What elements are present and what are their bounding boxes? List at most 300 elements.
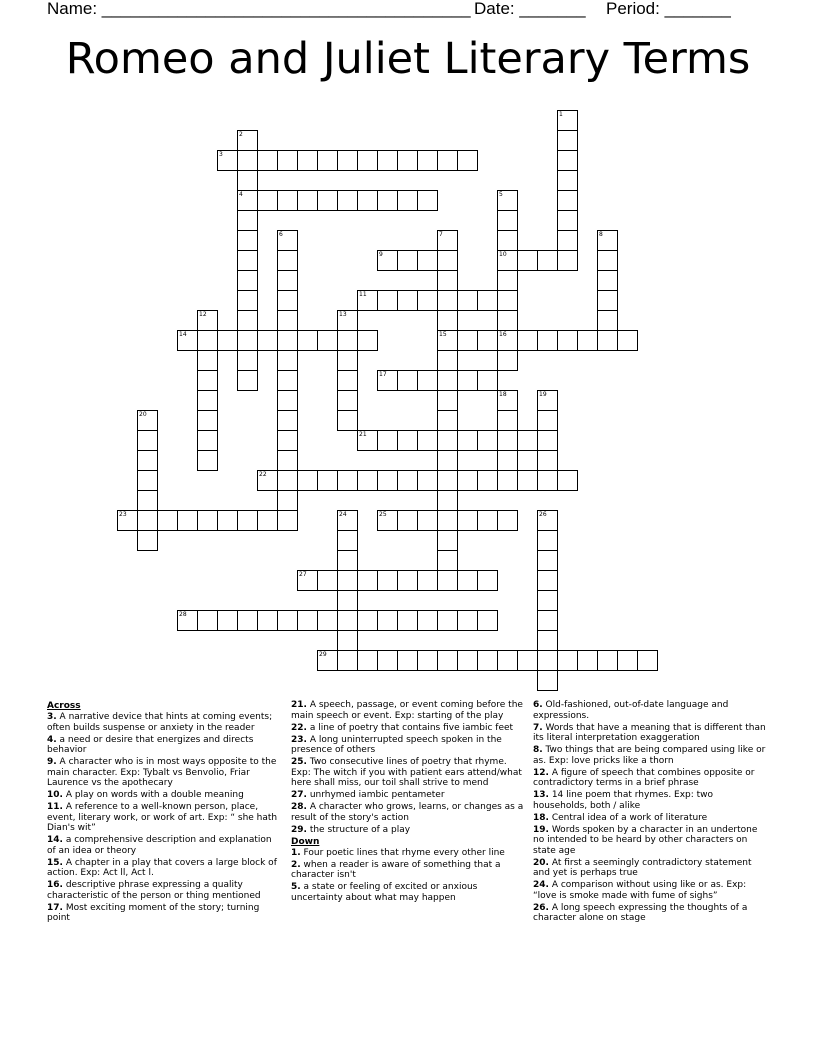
down-clue [533,790,769,811]
grid-cell[interactable] [457,150,478,171]
grid-cell[interactable] [497,270,518,291]
grid-cell[interactable] [437,310,458,331]
grid-cell[interactable] [377,290,398,311]
clue-number-label: 7 [439,231,443,238]
clue-text: A speech, passage, or event coming before the main speech or event. Exp: starting of the play [291,700,523,721]
clue-number-label: 3 [219,151,223,158]
clue-number: 8. [533,745,543,755]
grid-cell[interactable] [637,650,658,671]
page-title: Romeo and Juliet Literary Terms [65,34,751,84]
grid-cell[interactable] [177,510,198,531]
grid-cell[interactable] [457,510,478,531]
grid-cell[interactable] [417,190,438,211]
grid-cell[interactable] [237,210,258,231]
grid-cell[interactable] [437,510,458,531]
grid-cell[interactable] [377,190,398,211]
grid-cell[interactable] [437,570,458,591]
grid-cell[interactable] [377,650,398,671]
grid-cell[interactable] [137,470,158,491]
grid-cell[interactable] [197,610,218,631]
grid-cell[interactable] [237,310,258,331]
grid-cell[interactable] [337,150,358,171]
grid-cell[interactable] [337,570,358,591]
grid-cell[interactable] [557,650,578,671]
clue-number: 25. [291,757,307,767]
grid-cell[interactable] [317,330,338,351]
grid-cell[interactable] [517,430,538,451]
grid-cell[interactable] [537,670,558,691]
across-clue [47,735,283,756]
grid-cell[interactable] [537,410,558,431]
grid-cell[interactable] [377,570,398,591]
down-clue [533,825,769,857]
grid-cell[interactable] [337,390,358,411]
clue-number-label: 13 [339,311,347,318]
grid-cell[interactable] [397,370,418,391]
grid-cell[interactable] [457,650,478,671]
grid-cell[interactable] [457,430,478,451]
grid-cell[interactable] [237,350,258,371]
grid-cell[interactable] [557,330,578,351]
across-clue [47,757,283,789]
clue-number: 6. [533,700,543,710]
clue-number-label: 24 [339,511,347,518]
grid-cell[interactable] [137,530,158,551]
grid-cell[interactable] [317,190,338,211]
grid-cell[interactable] [597,310,618,331]
grid-cell[interactable] [277,250,298,271]
grid-cell[interactable] [197,370,218,391]
grid-cell[interactable] [557,170,578,191]
across-clue [47,790,283,801]
grid-cell[interactable] [557,230,578,251]
grid-cell[interactable] [197,390,218,411]
grid-cell[interactable] [337,370,358,391]
clue-number-label: 26 [539,511,547,518]
clue-number: 10. [47,790,63,800]
grid-cell[interactable] [537,610,558,631]
grid-cell[interactable] [357,650,378,671]
name-field[interactable]: Name: _______________________________________ [47,0,471,18]
clue-text: Central idea of a work of literature [548,812,708,823]
grid-cell[interactable] [377,610,398,631]
grid-cell[interactable] [417,150,438,171]
clue-number: 18. [533,812,549,823]
grid-cell[interactable] [557,130,578,151]
grid-cell[interactable] [537,530,558,551]
across-clue [47,802,283,834]
grid-cell[interactable] [277,270,298,291]
clue-number: 28. [291,802,307,812]
grid-cell[interactable] [297,610,318,631]
grid-cell[interactable] [437,610,458,631]
grid-cell[interactable] [237,330,258,351]
clue-text: A play on words with a double meaning [62,790,244,800]
grid-cell[interactable] [337,330,358,351]
grid-cell[interactable] [457,470,478,491]
grid-cell[interactable] [397,610,418,631]
grid-cell[interactable] [537,650,558,671]
grid-cell[interactable] [557,210,578,231]
grid-cell[interactable] [557,150,578,171]
grid-cell[interactable] [397,570,418,591]
clue-text: Two things that are being compared using like or as. Exp: love pricks like a thorn [533,745,766,766]
grid-cell[interactable] [457,570,478,591]
grid-cell[interactable] [497,230,518,251]
grid-cell[interactable] [137,510,158,531]
grid-cell[interactable] [417,510,438,531]
grid-cell[interactable] [437,530,458,551]
grid-cell[interactable] [217,330,238,351]
grid-cell[interactable] [377,150,398,171]
clue-number-label: 5 [499,191,503,198]
grid-cell[interactable] [437,350,458,371]
grid-cell[interactable] [417,430,438,451]
clue-number: 5. [291,882,301,892]
grid-cell[interactable] [537,430,558,451]
grid-cell[interactable] [237,290,258,311]
grid-cell[interactable] [197,510,218,531]
grid-cell[interactable] [537,590,558,611]
across-clue [47,858,283,879]
date-field[interactable]: Date: _______ [474,0,586,18]
grid-cell[interactable] [477,370,498,391]
clue-number-label: 19 [539,391,547,398]
grid-cell[interactable] [517,650,538,671]
grid-cell[interactable] [517,250,538,271]
clue-text: the structure of a play [306,824,411,835]
grid-cell[interactable] [337,550,358,571]
grid-cell[interactable] [277,490,298,511]
grid-cell[interactable] [437,650,458,671]
grid-cell[interactable] [497,650,518,671]
grid-cell[interactable] [617,650,638,671]
clue-text: Words spoken by a character in an undertone no intended to be heard by other characters on state age [533,824,758,856]
clue-text: Old-fashioned, out-of-date language and expressions. [533,700,729,721]
clue-text: A comparison without using like or as. Exp: “love is smoke made with fume of sighs” [533,880,747,901]
grid-cell[interactable] [417,290,438,311]
grid-cell[interactable] [397,150,418,171]
grid-cell[interactable] [597,330,618,351]
grid-cell[interactable] [277,330,298,351]
clue-number-label: 21 [359,431,367,438]
grid-cell[interactable] [397,290,418,311]
grid-cell[interactable] [437,290,458,311]
clue-number: 1. [291,847,301,858]
grid-cell[interactable] [557,470,578,491]
grid-cell[interactable] [237,170,258,191]
clue-text: a state or feeling of excited or anxious uncertainty about what may happen [291,882,478,903]
clue-number: 22. [291,722,307,733]
clue-text: when a reader is aware of something that a character isn't [291,859,501,880]
grid-cell[interactable] [477,290,498,311]
clue-text: 14 line poem that rhymes. Exp: two households, both / alike [533,790,714,811]
grid-cell[interactable] [437,450,458,471]
grid-cell[interactable] [337,190,358,211]
grid-cell[interactable] [497,210,518,231]
clue-text: A character who is in most ways opposite to the main character. Exp: Tybalt vs Benvolio, Friar Laurence vs the apothecary [47,757,277,788]
clue-number-label: 12 [199,311,207,318]
across-clue [47,880,283,901]
grid-cell[interactable] [457,290,478,311]
clue-number: 11. [47,802,63,812]
grid-cell[interactable] [537,330,558,351]
grid-cell[interactable] [477,610,498,631]
grid-cell[interactable] [497,350,518,371]
grid-cell[interactable] [437,250,458,271]
grid-cell[interactable] [497,410,518,431]
clue-number: 9. [47,757,57,767]
grid-cell[interactable] [357,150,378,171]
grid-cell[interactable] [197,330,218,351]
grid-cell[interactable] [497,510,518,531]
grid-cell[interactable] [437,150,458,171]
grid-cell[interactable] [197,350,218,371]
clue-text: unrhymed iambic pentameter [306,790,445,800]
clue-text: A character who grows, learns, or changes as a result of the story's action [291,802,524,823]
down-clue [533,858,769,879]
grid-cell[interactable] [277,450,298,471]
grid-cell[interactable] [537,450,558,471]
clue-number: 23. [291,734,307,745]
grid-cell[interactable] [217,510,238,531]
grid-cell[interactable] [277,190,298,211]
grid-cell[interactable] [397,510,418,531]
grid-cell[interactable] [137,490,158,511]
grid-cell[interactable] [137,430,158,451]
grid-cell[interactable] [297,330,318,351]
clue-text: At first a seemingly contradictory statement and yet is perhaps true [533,857,752,878]
grid-cell[interactable] [197,410,218,431]
grid-cell[interactable] [477,510,498,531]
grid-cell[interactable] [337,410,358,431]
grid-cell[interactable] [537,550,558,571]
grid-cell[interactable] [337,470,358,491]
grid-cell[interactable] [417,650,438,671]
grid-cell[interactable] [297,470,318,491]
clue-text: Words that have a meaning that is different than its literal interpretation exaggeration [533,722,766,743]
grid-cell[interactable] [597,270,618,291]
grid-cell[interactable] [537,250,558,271]
grid-cell[interactable] [497,470,518,491]
clue-text: A reference to a well-known person, place, event, literary work, or work of art. Exp: “ she hath Dian's wit” [47,802,278,833]
grid-cell[interactable] [477,470,498,491]
grid-cell[interactable] [277,510,298,531]
grid-cell[interactable] [257,330,278,351]
across-clue [291,790,527,801]
grid-cell[interactable] [317,150,338,171]
down-clue [533,813,769,824]
down-clue [533,745,769,766]
grid-cell[interactable] [357,330,378,351]
down-clue [533,903,769,924]
grid-cell[interactable] [597,650,618,671]
grid-cell[interactable] [237,250,258,271]
clue-number-label: 28 [179,611,187,618]
clue-number-label: 27 [299,571,307,578]
grid-cell[interactable] [457,610,478,631]
grid-cell[interactable] [537,630,558,651]
grid-cell[interactable] [537,570,558,591]
grid-cell[interactable] [557,190,578,211]
grid-cell[interactable] [377,470,398,491]
grid-cell[interactable] [317,470,338,491]
down-clue [533,880,769,901]
clue-number: 7. [533,722,543,733]
clue-text: a comprehensive description and explanation of an idea or theory [47,835,272,856]
clue-text: Two consecutive lines of poetry that rhyme. Exp: The witch if you with patient ears attend/what here shall miss, our toil shall strive to mend [291,757,522,788]
clue-number-label: 29 [319,651,327,658]
down-clue [533,723,769,744]
grid-cell[interactable] [157,510,178,531]
clue-column-2 [291,700,527,905]
grid-cell[interactable] [277,370,298,391]
grid-cell[interactable] [257,610,278,631]
grid-cell[interactable] [517,470,538,491]
grid-cell[interactable] [477,570,498,591]
grid-cell[interactable] [337,350,358,371]
clue-number: 13. [533,790,549,800]
grid-cell[interactable] [497,430,518,451]
grid-cell[interactable] [397,470,418,491]
grid-cell[interactable] [337,530,358,551]
clue-number-label: 25 [379,511,387,518]
grid-cell[interactable] [437,550,458,571]
grid-cell[interactable] [257,190,278,211]
grid-cell[interactable] [437,410,458,431]
grid-cell[interactable] [617,330,638,351]
clue-number-label: 2 [239,131,243,138]
grid-cell[interactable] [337,650,358,671]
clue-number: 4. [47,734,57,745]
grid-cell[interactable] [237,230,258,251]
clue-number-label: 18 [499,391,507,398]
clue-number: 21. [291,700,307,710]
grid-cell[interactable] [577,650,598,671]
grid-cell[interactable] [197,450,218,471]
grid-cell[interactable] [277,150,298,171]
grid-cell[interactable] [437,470,458,491]
grid-cell[interactable] [297,190,318,211]
clue-number-label: 4 [239,191,243,198]
clue-number-label: 10 [499,251,507,258]
clue-number: 27. [291,790,307,800]
grid-cell[interactable] [277,610,298,631]
grid-cell[interactable] [597,250,618,271]
clue-number-label: 6 [279,231,283,238]
grid-cell[interactable] [277,410,298,431]
across-clue [47,712,283,733]
clue-number: 29. [291,824,307,835]
clue-text: Four poetic lines that rhyme every other line [300,847,505,858]
clue-number-label: 8 [599,231,603,238]
clue-number-label: 15 [439,331,447,338]
grid-cell[interactable] [337,630,358,651]
clue-column-1 [47,700,283,925]
grid-cell[interactable] [437,490,458,511]
grid-cell[interactable] [477,650,498,671]
clue-number: 3. [47,712,57,722]
grid-cell[interactable] [277,350,298,371]
grid-cell[interactable] [437,370,458,391]
grid-cell[interactable] [237,370,258,391]
grid-cell[interactable] [477,330,498,351]
grid-cell[interactable] [397,190,418,211]
across-heading: Across [47,701,81,711]
grid-cell[interactable] [417,370,438,391]
grid-cell[interactable] [437,390,458,411]
across-clue [291,700,527,721]
clue-number: 12. [533,767,549,778]
grid-cell[interactable] [277,310,298,331]
grid-cell[interactable] [457,370,478,391]
grid-cell[interactable] [257,510,278,531]
grid-cell[interactable] [357,470,378,491]
grid-cell[interactable] [497,290,518,311]
grid-cell[interactable] [277,290,298,311]
grid-cell[interactable] [137,450,158,471]
across-clue [47,835,283,856]
grid-cell[interactable] [497,310,518,331]
grid-cell[interactable] [397,650,418,671]
clue-number-label: 16 [499,331,507,338]
grid-cell[interactable] [417,610,438,631]
grid-cell[interactable] [277,390,298,411]
grid-cell[interactable] [237,270,258,291]
grid-cell[interactable] [337,610,358,631]
grid-cell[interactable] [357,190,378,211]
grid-cell[interactable] [397,250,418,271]
clue-text: A figure of speech that combines opposite or contradictory terms in a brief phrase [533,767,755,788]
clue-text: a line of poetry that contains five iambic feet [306,722,514,733]
clue-number-label: 23 [119,511,127,518]
period-field[interactable]: Period: _______ [606,0,731,18]
grid-cell[interactable] [357,570,378,591]
grid-cell[interactable] [237,610,258,631]
grid-cell[interactable] [197,430,218,451]
clue-text: A chapter in a play that covers a large block of action. Exp: Act ll, Act l. [47,857,277,878]
grid-cell[interactable] [257,150,278,171]
grid-cell[interactable] [557,250,578,271]
across-clue [291,802,527,823]
grid-cell[interactable] [597,290,618,311]
grid-cell[interactable] [337,590,358,611]
grid-cell[interactable] [237,510,258,531]
grid-cell[interactable] [417,570,438,591]
grid-cell[interactable] [277,470,298,491]
grid-cell[interactable] [437,430,458,451]
grid-cell[interactable] [397,430,418,451]
grid-cell[interactable] [317,570,338,591]
grid-cell[interactable] [437,270,458,291]
grid-cell[interactable] [577,330,598,351]
grid-cell[interactable] [497,450,518,471]
grid-cell[interactable] [417,470,438,491]
grid-cell[interactable] [277,430,298,451]
grid-cell[interactable] [377,430,398,451]
grid-cell[interactable] [297,150,318,171]
grid-cell[interactable] [477,430,498,451]
clue-number: 24. [533,880,549,890]
grid-cell[interactable] [517,330,538,351]
grid-cell[interactable] [317,610,338,631]
grid-cell[interactable] [417,250,438,271]
grid-cell[interactable] [457,330,478,351]
grid-cell[interactable] [237,150,258,171]
grid-cell[interactable] [537,470,558,491]
grid-cell[interactable] [217,610,238,631]
grid-cell[interactable] [357,610,378,631]
